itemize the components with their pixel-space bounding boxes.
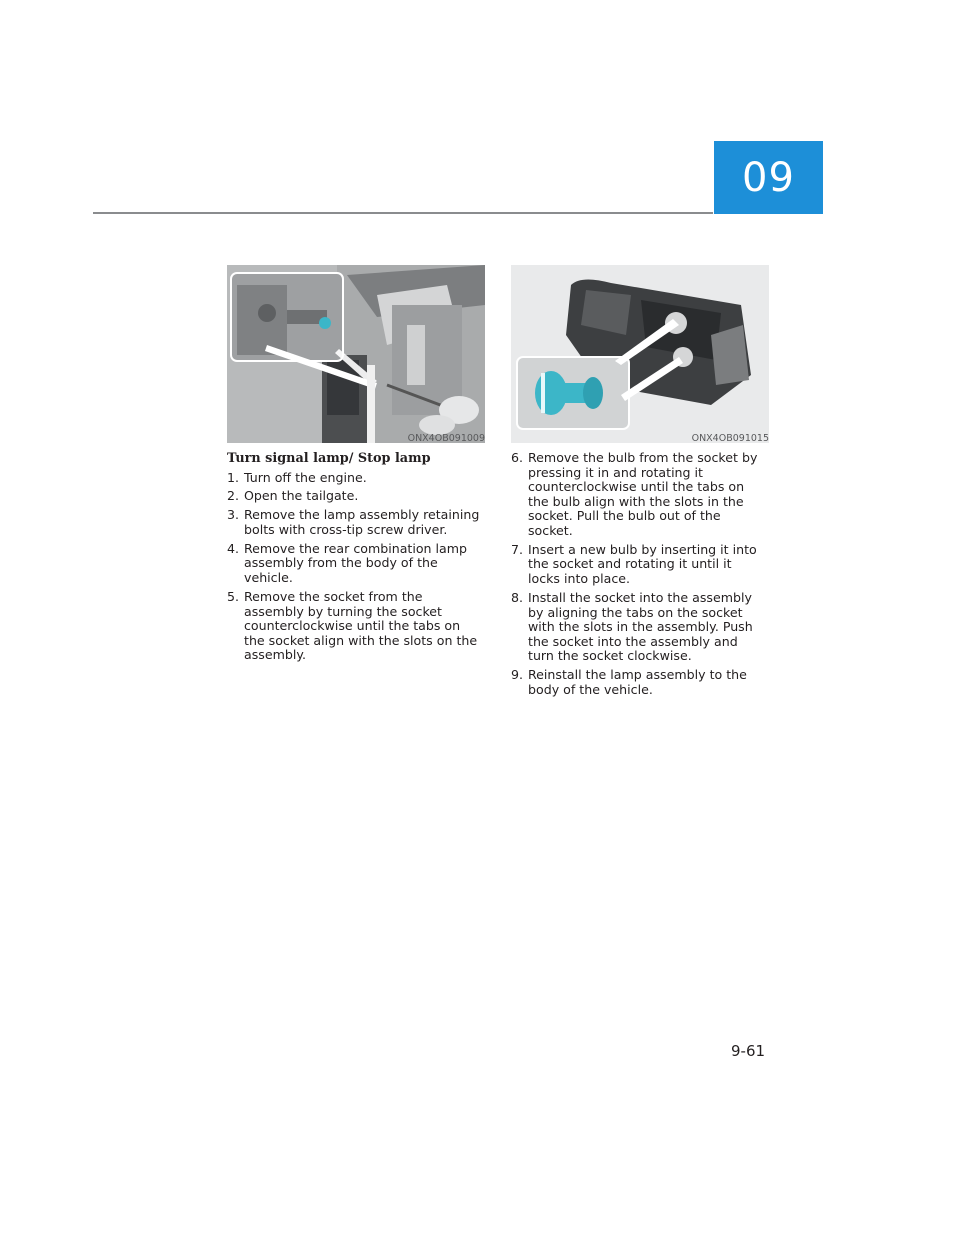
- step-item: 4. Remove the rear combination lamp assembly from the body of the vehicle.: [227, 540, 468, 586]
- tailgate-illustration: [227, 265, 485, 443]
- step-item: 2. Open the tailgate.: [227, 488, 359, 504]
- page-number: 9-61: [731, 1042, 766, 1060]
- figure-code: ONX4OB091015: [691, 433, 769, 444]
- step-item: 6. Remove the bulb from the socket by pressing it in and rotating it counterclockwise until the tabs on the bulb align with the slots in the socket. Pull the bulb out of the socket.: [511, 450, 758, 538]
- figure-lamp-socket: [511, 265, 769, 443]
- step-item: 8. Install the socket into the assembly by aligning the tabs on the socket with the slots in the assembly. Push the socket into the assembly and turn the socket clockwise.: [511, 589, 753, 664]
- lamp-assembly-illustration: [511, 265, 769, 443]
- section-heading: Turn signal lamp/ Stop lamp: [227, 451, 431, 466]
- right-column: [511, 451, 767, 702]
- step-list: [227, 471, 483, 663]
- figure-code: ONX4OB091009: [407, 433, 485, 444]
- chapter-number: 09: [742, 154, 795, 201]
- step-list: [511, 451, 767, 697]
- step-item: 9. Reinstall the lamp assembly to the body of the vehicle.: [511, 667, 747, 697]
- step-item: 1. Turn off the engine.: [227, 469, 367, 485]
- chapter-tab: [714, 141, 823, 214]
- step-item: 5. Remove the socket from the assembly by turning the socket counterclockwise until the tabs on the socket align with the slots on the assembly.: [227, 588, 478, 663]
- header-rule: [93, 212, 713, 214]
- left-column: [227, 452, 483, 667]
- step-item: 7. Insert a new bulb by inserting it into the socket and rotating it until it locks into place.: [511, 541, 757, 587]
- figure-lamp-bolt-removal: [227, 265, 485, 443]
- step-item: 3. Remove the lamp assembly retaining bolts with cross-tip screw driver.: [227, 507, 480, 537]
